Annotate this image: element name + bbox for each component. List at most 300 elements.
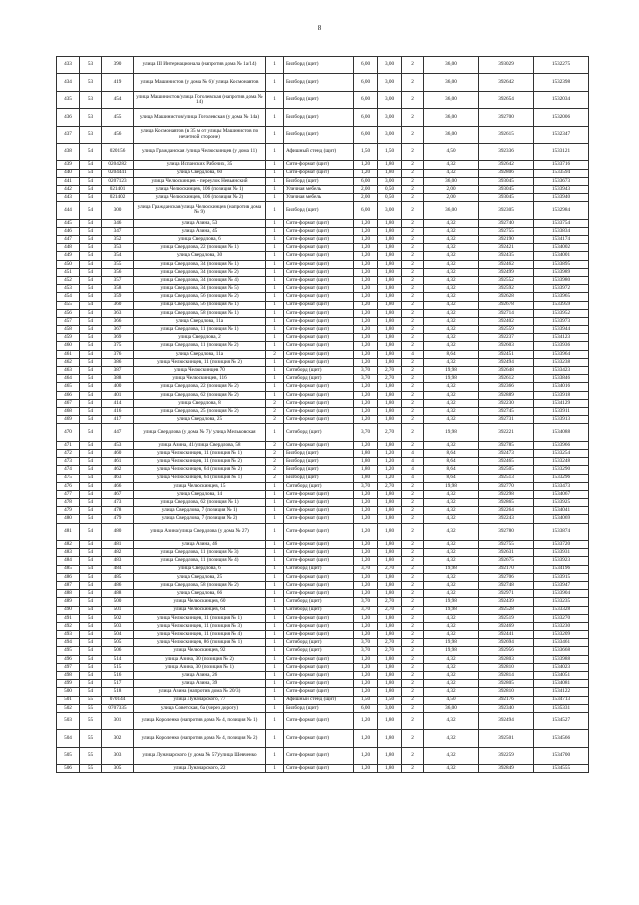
cell-surface-count: 2 <box>402 74 424 91</box>
cell-structure-type: Сити-формат (щит) <box>284 301 354 309</box>
table-row <box>57 309 589 317</box>
cell-structure-type: Сити-формат (щит) <box>284 549 354 557</box>
cell-coord-x: 392971 <box>479 590 534 598</box>
cell-area: 4,32 <box>424 590 479 598</box>
cell-width: 1,20 <box>354 581 378 589</box>
cell-structure-type: Сити-формат (щит) <box>284 383 354 391</box>
cell-structure-type: Сити-формат (щит) <box>284 688 354 696</box>
cell-sides-count: 1 <box>266 482 284 490</box>
cell-width: 1,20 <box>354 350 378 358</box>
cell-coord-y: 1533594 <box>534 169 589 177</box>
cell-coord-y: 1533328 <box>534 606 589 614</box>
cell-row-number: 462 <box>57 358 80 366</box>
cell-surface-count: 2 <box>402 680 424 688</box>
cell-district-code: 54 <box>80 606 102 614</box>
cell-row-number: 446 <box>57 227 80 235</box>
table-row <box>57 730 589 747</box>
cell-coord-x: 392441 <box>479 631 534 639</box>
cell-object-code: 302 <box>102 730 134 747</box>
table-row <box>57 293 589 301</box>
cell-area: 4,32 <box>424 541 479 549</box>
cell-object-code: 460 <box>102 449 134 457</box>
cell-coord-x: 392469 <box>479 622 534 630</box>
cell-width: 3,70 <box>354 375 378 383</box>
cell-area: 4,32 <box>424 499 479 507</box>
cell-coord-y: 1533972 <box>534 285 589 293</box>
cell-object-code: 369 <box>102 334 134 342</box>
cell-width: 1,20 <box>354 631 378 639</box>
cell-object-code: 0707335 <box>102 704 134 712</box>
cell-surface-count: 2 <box>402 441 424 449</box>
cell-height: 3,00 <box>378 126 402 143</box>
cell-area: 4,32 <box>424 342 479 350</box>
table-row <box>57 268 589 276</box>
cell-district-code: 54 <box>80 688 102 696</box>
cell-district-code: 54 <box>80 276 102 284</box>
cell-district-code: 54 <box>80 202 102 219</box>
cell-object-code: 354 <box>102 252 134 260</box>
cell-width: 1,20 <box>354 285 378 293</box>
cell-structure-type: Сити-формат (щит) <box>284 490 354 498</box>
cell-object-code: 502 <box>102 614 134 622</box>
cell-address: улица Челюскинцев, 11 (позиция № 1) <box>134 449 266 457</box>
cell-area: 4,32 <box>424 161 479 169</box>
cell-district-code: 53 <box>80 91 102 108</box>
cell-sides-count: 1 <box>266 639 284 647</box>
cell-height: 2,70 <box>378 424 402 441</box>
table-row <box>57 358 589 366</box>
table-row <box>57 383 589 391</box>
cell-district-code: 54 <box>80 391 102 399</box>
cell-object-code: 305 <box>102 765 134 773</box>
cell-height: 3,00 <box>378 202 402 219</box>
cell-district-code: 54 <box>80 407 102 415</box>
cell-address: улица Короленко (напротив дома № 4, позиция № 2) <box>134 730 266 747</box>
cell-coord-x: 393045 <box>479 185 534 193</box>
cell-coord-y: 1534088 <box>534 424 589 441</box>
cell-surface-count: 2 <box>402 614 424 622</box>
cell-surface-count: 2 <box>402 704 424 712</box>
cell-area: 4,32 <box>424 383 479 391</box>
cell-sides-count: 1 <box>266 490 284 498</box>
cell-object-code: 416 <box>102 407 134 415</box>
cell-address: улица Свердлова, 56 (позиция № 2) <box>134 293 266 301</box>
cell-sides-count: 1 <box>266 507 284 515</box>
cell-coord-y: 1533235 <box>534 598 589 606</box>
cell-row-number: 452 <box>57 276 80 284</box>
cell-sides-count: 1 <box>266 712 284 729</box>
cell-width: 1,20 <box>354 326 378 334</box>
cell-object-code: 501 <box>102 606 134 614</box>
cell-width: 1,20 <box>354 590 378 598</box>
cell-width: 3,70 <box>354 424 378 441</box>
cell-district-code: 54 <box>80 499 102 507</box>
cell-surface-count: 2 <box>402 515 424 523</box>
cell-sides-count: 1 <box>266 268 284 276</box>
cell-coord-y: 1534123 <box>534 334 589 342</box>
cell-structure-type: Билборд (щит) <box>284 74 354 91</box>
cell-surface-count: 2 <box>402 499 424 507</box>
cell-coord-y: 1534555 <box>534 765 589 773</box>
cell-height: 1,80 <box>378 391 402 399</box>
cell-surface-count: 2 <box>402 202 424 219</box>
cell-coord-x: 392494 <box>479 712 534 729</box>
cell-object-code: 366 <box>102 317 134 325</box>
cell-area: 4,32 <box>424 268 479 276</box>
cell-row-number: 484 <box>57 557 80 565</box>
cell-object-code: 488 <box>102 590 134 598</box>
cell-structure-type: Сити-формат (щит) <box>284 730 354 747</box>
cell-sides-count: 1 <box>266 236 284 244</box>
cell-row-number: 433 <box>57 57 80 74</box>
cell-object-code: 021402 <box>102 194 134 202</box>
cell-structure-type: Сити-формат (щит) <box>284 399 354 407</box>
cell-object-code: 515 <box>102 663 134 671</box>
cell-surface-count: 2 <box>402 109 424 126</box>
table-row <box>57 590 589 598</box>
cell-district-code: 55 <box>80 712 102 729</box>
cell-structure-type: Сити-формат (щит) <box>284 326 354 334</box>
cell-coord-y: 1533980 <box>534 276 589 284</box>
cell-area: 4,32 <box>424 765 479 773</box>
cell-row-number: 497 <box>57 663 80 671</box>
cell-coord-x: 392336 <box>479 143 534 160</box>
cell-address: улица Азина, 39 <box>134 680 266 688</box>
cell-area: 4,32 <box>424 622 479 630</box>
cell-structure-type: Ситиборд (щит) <box>284 565 354 573</box>
cell-address: улица Свердлова, 62 (позиция № 2) <box>134 391 266 399</box>
cell-area: 36,00 <box>424 177 479 185</box>
cell-sides-count: 1 <box>266 285 284 293</box>
cell-coord-y: 1533915 <box>534 573 589 581</box>
cell-surface-count: 2 <box>402 639 424 647</box>
cell-height: 1,80 <box>378 730 402 747</box>
cell-district-code: 54 <box>80 523 102 540</box>
cell-row-number: 459 <box>57 334 80 342</box>
cell-coord-y: 1533965 <box>534 293 589 301</box>
cell-object-code: 070144 <box>102 696 134 704</box>
cell-address: улица Челюскинцев, 106 (позиция № 2) <box>134 194 266 202</box>
cell-coord-x: 392402 <box>479 317 534 325</box>
cell-coord-x: 392714 <box>479 309 534 317</box>
cell-structure-type: Сити-формат (щит) <box>284 350 354 358</box>
cell-row-number: 442 <box>57 185 80 193</box>
cell-coord-x: 392528 <box>479 606 534 614</box>
cell-surface-count: 2 <box>402 293 424 301</box>
cell-address: улица Челюскинцев, 11 (позиция № 4) <box>134 631 266 639</box>
cell-row-number: 449 <box>57 252 80 260</box>
cell-structure-type: Билборд (щит) <box>284 126 354 143</box>
cell-row-number: 454 <box>57 293 80 301</box>
cell-sides-count: 2 <box>266 416 284 424</box>
cell-row-number: 496 <box>57 655 80 663</box>
table-row <box>57 696 589 704</box>
cell-address: улица Свердлова, 14 <box>134 490 266 498</box>
cell-sides-count: 1 <box>266 688 284 696</box>
cell-height: 3,00 <box>378 91 402 108</box>
cell-coord-x: 392439 <box>479 598 534 606</box>
cell-sides-count: 1 <box>266 57 284 74</box>
cell-width: 1,20 <box>354 573 378 581</box>
cell-coord-y: 1534122 <box>534 688 589 696</box>
cell-address: улица Азина, 45 <box>134 227 266 235</box>
cell-row-number: 491 <box>57 614 80 622</box>
cell-width: 1,20 <box>354 260 378 268</box>
table-row <box>57 185 589 193</box>
cell-coord-y: 1533473 <box>534 482 589 490</box>
cell-structure-type: Афишный стенд (щит) <box>284 143 354 160</box>
cell-district-code: 54 <box>80 581 102 589</box>
cell-surface-count: 2 <box>402 663 424 671</box>
cell-object-code: 353 <box>102 244 134 252</box>
cell-sides-count: 1 <box>266 680 284 688</box>
cell-sides-count: 1 <box>266 161 284 169</box>
cell-surface-count: 2 <box>402 407 424 415</box>
cell-row-number: 475 <box>57 474 80 482</box>
cell-structure-type: Сити-формат (щит) <box>284 317 354 325</box>
cell-structure-type: Уличная мебель <box>284 185 354 193</box>
table-row <box>57 672 589 680</box>
cell-height: 1,80 <box>378 358 402 366</box>
table-row <box>57 466 589 474</box>
cell-structure-type: Билборд (щит) <box>284 474 354 482</box>
cell-address: улица Челюскинцев, 116 <box>134 375 266 383</box>
cell-address: улица Свердлова, 34 (позиция № 5) <box>134 285 266 293</box>
cell-area: 4,32 <box>424 227 479 235</box>
cell-district-code: 54 <box>80 268 102 276</box>
cell-address: улица Свердлова, 60 <box>134 169 266 177</box>
cell-height: 1,80 <box>378 236 402 244</box>
cell-district-code: 54 <box>80 672 102 680</box>
cell-address: улица Короленко (напротив дома № 4, позиция № 1) <box>134 712 266 729</box>
cell-coord-y: 1533988 <box>534 655 589 663</box>
cell-sides-count: 1 <box>266 244 284 252</box>
cell-surface-count: 2 <box>402 622 424 630</box>
table-row <box>57 399 589 407</box>
cell-surface-count: 2 <box>402 91 424 108</box>
cell-district-code: 54 <box>80 515 102 523</box>
cell-district-code: 54 <box>80 169 102 177</box>
cell-coord-x: 392552 <box>479 276 534 284</box>
cell-coord-y: 1534566 <box>534 730 589 747</box>
cell-coord-x: 392755 <box>479 227 534 235</box>
cell-district-code: 54 <box>80 375 102 383</box>
cell-object-code: 363 <box>102 309 134 317</box>
cell-structure-type: Билборд (щит) <box>284 177 354 185</box>
cell-object-code: 355 <box>102 260 134 268</box>
cell-surface-count: 2 <box>402 573 424 581</box>
cell-height: 1,80 <box>378 590 402 598</box>
cell-coord-y: 1532398 <box>534 74 589 91</box>
cell-address: улица Свердлова, 25 (позиция № 2) <box>134 407 266 415</box>
cell-surface-count: 2 <box>402 194 424 202</box>
cell-height: 1,80 <box>378 285 402 293</box>
cell-coord-x: 392513 <box>479 474 534 482</box>
cell-object-code: 400 <box>102 383 134 391</box>
cell-object-code: 504 <box>102 631 134 639</box>
cell-surface-count: 2 <box>402 391 424 399</box>
cell-coord-y: 1533754 <box>534 219 589 227</box>
cell-coord-x: 392865 <box>479 499 534 507</box>
cell-row-number: 473 <box>57 458 80 466</box>
cell-height: 2,70 <box>378 375 402 383</box>
cell-coord-y: 1533904 <box>534 590 589 598</box>
cell-area: 4,32 <box>424 557 479 565</box>
cell-address: улица Советская, 6а (через дорогу) <box>134 704 266 712</box>
cell-coord-x: 392603 <box>479 342 534 350</box>
cell-address: улица Гражданская /улица Челюскинцев (у дома 11) <box>134 143 266 160</box>
cell-address: улица Свердлова, 8 <box>134 399 266 407</box>
cell-row-number: 480 <box>57 515 80 523</box>
cell-width: 1,20 <box>354 441 378 449</box>
cell-coord-y: 1533290 <box>534 466 589 474</box>
cell-coord-y: 1533716 <box>534 161 589 169</box>
cell-address: улица Свердлова, 6 <box>134 565 266 573</box>
cell-area: 4,32 <box>424 581 479 589</box>
cell-width: 1,20 <box>354 334 378 342</box>
cell-district-code: 55 <box>80 730 102 747</box>
table-row <box>57 375 589 383</box>
cell-object-code: 516 <box>102 672 134 680</box>
cell-surface-count: 2 <box>402 244 424 252</box>
cell-surface-count: 2 <box>402 696 424 704</box>
cell-sides-count: 1 <box>266 391 284 399</box>
cell-district-code: 54 <box>80 565 102 573</box>
cell-width: 2,00 <box>354 194 378 202</box>
cell-address: улица Свердлова, 11а <box>134 350 266 358</box>
cell-object-code: 505 <box>102 639 134 647</box>
cell-coord-x: 392190 <box>479 236 534 244</box>
cell-district-code: 53 <box>80 74 102 91</box>
cell-area: 4,32 <box>424 399 479 407</box>
table-row <box>57 424 589 441</box>
cell-coord-x: 392366 <box>479 383 534 391</box>
cell-structure-type: Сити-формат (щит) <box>284 260 354 268</box>
table-row <box>57 252 589 260</box>
cell-coord-x: 392745 <box>479 407 534 415</box>
cell-height: 3,00 <box>378 74 402 91</box>
cell-sides-count: 1 <box>266 424 284 441</box>
table-body <box>57 57 589 773</box>
cell-height: 1,80 <box>378 663 402 671</box>
cell-surface-count: 2 <box>402 541 424 549</box>
cell-coord-x: 392642 <box>479 74 534 91</box>
cell-row-number: 482 <box>57 541 80 549</box>
cell-row-number: 471 <box>57 441 80 449</box>
table-row <box>57 301 589 309</box>
cell-object-code: 419 <box>102 74 134 91</box>
cell-area: 36,00 <box>424 57 479 74</box>
cell-surface-count: 2 <box>402 606 424 614</box>
cell-district-code: 54 <box>80 573 102 581</box>
cell-width: 1,20 <box>354 730 378 747</box>
cell-width: 1,80 <box>354 466 378 474</box>
cell-area: 4,32 <box>424 334 479 342</box>
cell-coord-x: 392221 <box>479 424 534 441</box>
cell-address: улица Свердлова, 7 (позиция № 2) <box>134 515 266 523</box>
cell-width: 1,20 <box>354 219 378 227</box>
cell-coord-x: 392305 <box>479 202 534 219</box>
cell-height: 2,70 <box>378 482 402 490</box>
cell-area: 4,32 <box>424 260 479 268</box>
cell-address: улица Машинистов/улица Гоголевская (напротив дома № 14) <box>134 91 266 108</box>
cell-coord-x: 392176 <box>479 696 534 704</box>
cell-coord-x: 392230 <box>479 399 534 407</box>
cell-address: улица Челюскинцев, 106 (позиция № 1) <box>134 185 266 193</box>
cell-area: 19,98 <box>424 647 479 655</box>
cell-sides-count: 1 <box>266 276 284 284</box>
cell-coord-x: 392642 <box>479 161 534 169</box>
cell-address: улица Свердлова, 30 <box>134 252 266 260</box>
cell-coord-y: 1533964 <box>534 350 589 358</box>
cell-coord-y: 1533931 <box>534 549 589 557</box>
table-row <box>57 704 589 712</box>
cell-width: 1,20 <box>354 655 378 663</box>
cell-district-code: 55 <box>80 704 102 712</box>
cell-coord-x: 392592 <box>479 285 534 293</box>
cell-sides-count: 2 <box>266 350 284 358</box>
cell-district-code: 54 <box>80 449 102 457</box>
cell-coord-y: 1532034 <box>534 91 589 108</box>
cell-district-code: 54 <box>80 549 102 557</box>
cell-district-code: 54 <box>80 598 102 606</box>
cell-address: улица Свердлова, 22 (позиция № 1) <box>134 244 266 252</box>
cell-area: 4,32 <box>424 293 479 301</box>
cell-coord-y: 1533254 <box>534 449 589 457</box>
cell-area: 4,32 <box>424 441 479 449</box>
cell-address: улица Азина, 26 <box>134 672 266 680</box>
cell-district-code: 54 <box>80 474 102 482</box>
table-row <box>57 474 589 482</box>
cell-surface-count: 2 <box>402 590 424 598</box>
cell-object-code: 386 <box>102 358 134 366</box>
cell-object-code: 359 <box>102 293 134 301</box>
cell-width: 1,20 <box>354 161 378 169</box>
cell-object-code: 454 <box>102 91 134 108</box>
cell-object-code: 347 <box>102 227 134 235</box>
cell-address: улица Азина, 53 <box>134 219 266 227</box>
cell-object-code: 455 <box>102 109 134 126</box>
cell-surface-count: 2 <box>402 375 424 383</box>
cell-area: 19,98 <box>424 367 479 375</box>
cell-address: улица Гражданская/улица Челюскинцев (напротив дома № 9) <box>134 202 266 219</box>
cell-district-code: 54 <box>80 285 102 293</box>
cell-address: улица Свердлова, 25 <box>134 416 266 424</box>
cell-width: 1,20 <box>354 663 378 671</box>
cell-coord-y: 1533209 <box>534 631 589 639</box>
cell-coord-y: 1533673 <box>534 177 589 185</box>
cell-object-code: 300 <box>102 202 134 219</box>
cell-area: 19,98 <box>424 598 479 606</box>
cell-address: улица III Интернационала (напротив дома № 1а/14) <box>134 57 266 74</box>
table-row <box>57 177 589 185</box>
cell-row-number: 436 <box>57 109 80 126</box>
cell-coord-x: 392462 <box>479 260 534 268</box>
cell-surface-count: 2 <box>402 169 424 177</box>
cell-area: 8,64 <box>424 350 479 358</box>
cell-area: 4,32 <box>424 631 479 639</box>
cell-surface-count: 2 <box>402 523 424 540</box>
cell-object-code: 518 <box>102 688 134 696</box>
cell-width: 1,20 <box>354 557 378 565</box>
cell-address: улица Челюскинцев, 11 (позиция № 2) <box>134 458 266 466</box>
cell-row-number: 447 <box>57 236 80 244</box>
cell-district-code: 54 <box>80 490 102 498</box>
cell-sides-count: 1 <box>266 74 284 91</box>
cell-coord-y: 1534067 <box>534 490 589 498</box>
cell-surface-count: 2 <box>402 219 424 227</box>
cell-address: улица Азина, 41/улица Свердлова, 58 <box>134 441 266 449</box>
